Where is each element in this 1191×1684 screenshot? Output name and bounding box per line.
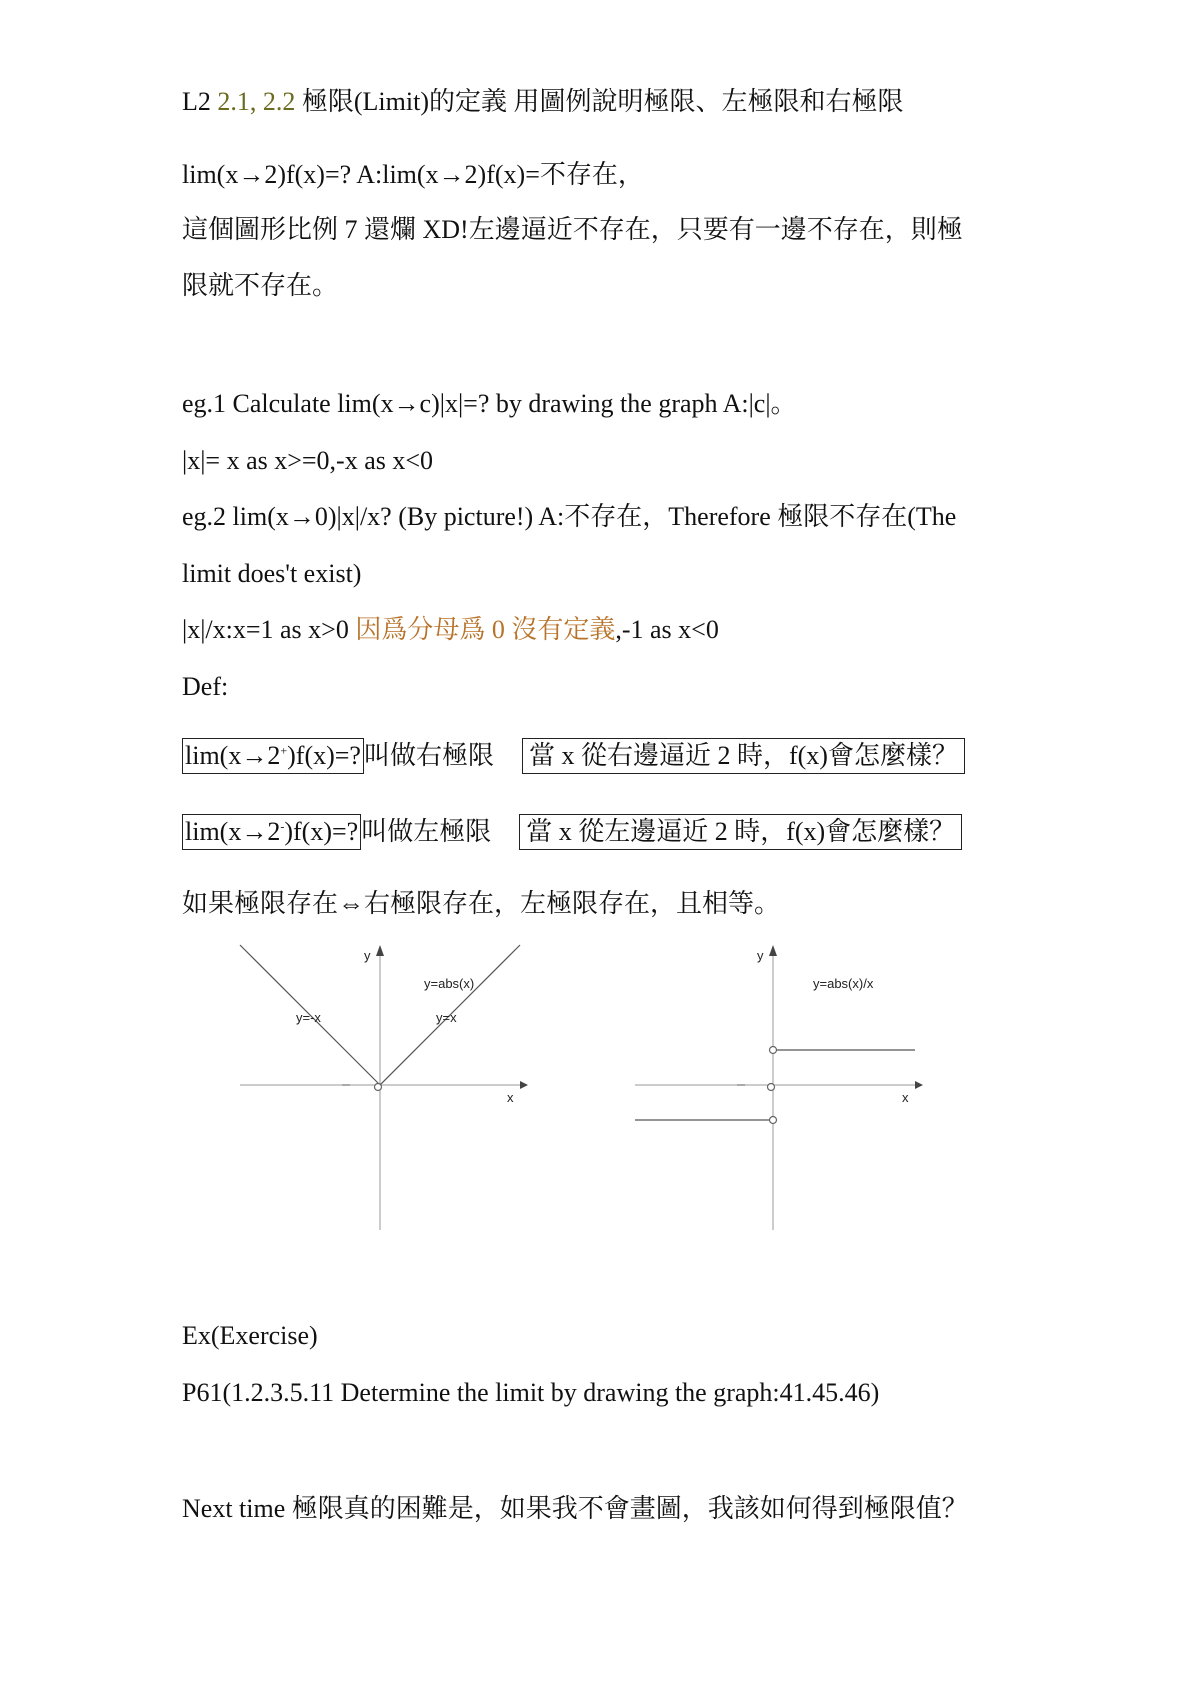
abs-graph-right-branch-label: y=x (436, 1010, 457, 1025)
right-limit-definition (182, 738, 965, 774)
sign-graph-y-arrow (769, 945, 777, 956)
abs-graph-x-label: x (507, 1090, 514, 1105)
abs-graph-title: y=abs(x) (424, 976, 475, 991)
abs-graph (230, 940, 530, 1240)
undefined-note: 因爲分母爲 0 沒有定義 (355, 615, 616, 644)
sign-graph (625, 940, 925, 1240)
lecture-prefix: L2 (182, 87, 211, 116)
left-limit-expr-start: lim(x→2 (185, 817, 281, 846)
next-time-note: Next time 極限真的困難是，如果我不會畫圖，我該如何得到極限值？ (182, 1494, 968, 1523)
sign-graph-x-label: x (902, 1090, 909, 1105)
right-limit-expr-start: lim(x→2 (185, 741, 281, 770)
left-limit-expr-end: )f(x)=? (284, 817, 359, 846)
example-2: eg.2 lim(x→0)|x|/x? (By picture!) A:不存在，Therefore 極限不存在(The (182, 502, 957, 531)
intro-limit-question: lim(x→2)f(x)=? A:lim(x→2)f(x)=不存在， (182, 160, 644, 189)
abs-over-x-definition (182, 614, 719, 646)
left-limit-expression (182, 814, 361, 850)
right-limit-expression (182, 738, 364, 774)
left-limit-sup: - (280, 819, 285, 834)
left-limit-name: 叫做左極限 (361, 817, 492, 846)
abs-graph-left-branch-label: y=-x (296, 1010, 321, 1025)
limit-exists-iff: 如果極限存在⇔右極限存在，左極限存在，且相等。 (182, 889, 781, 918)
lecture-title (182, 86, 903, 118)
lecture-heading: 極限(Limit)的定義 用圖例說明極限、左極限和右極限 (301, 87, 904, 116)
abs-graph-y-label: y (364, 948, 371, 963)
right-limit-expr-end: )f(x)=? (287, 741, 361, 770)
right-limit-name: 叫做右極限 (363, 741, 494, 770)
abs-graph-y-arrow (376, 945, 384, 956)
left-limit-question: 當 x 從左邊逼近 2 時，f(x)會怎麼樣？ (519, 814, 962, 850)
section-numbers: 2.1, 2.2 (217, 87, 296, 116)
intro-comment: 這個圖形比例 7 還爛 XD!左邊逼近不存在，只要有一邊不存在，則極 (182, 215, 963, 244)
sign-graph-open-point-origin (768, 1084, 775, 1091)
definition-label: Def: (182, 672, 229, 701)
abs-definition: |x|= x as x>=0,-x as x<0 (182, 446, 434, 475)
exercise-label: Ex(Exercise) (182, 1321, 318, 1350)
right-limit-question: 當 x 從右邊逼近 2 時，f(x)會怎麼樣？ (522, 738, 965, 774)
sign-graph-x-arrow (915, 1081, 923, 1089)
sign-graph-open-point-top (770, 1047, 777, 1054)
intro-comment-cont: 限就不存在。 (182, 271, 339, 300)
abs-over-x-end: ,-1 as x<0 (615, 615, 719, 644)
sign-graph-y-label: y (757, 948, 764, 963)
sign-graph-title: y=abs(x)/x (813, 976, 874, 991)
right-limit-sup: + (280, 743, 288, 758)
abs-over-x-start: |x|/x:x=1 as x>0 (182, 615, 356, 644)
abs-graph-origin-point (375, 1084, 382, 1091)
abs-graph-x-arrow (520, 1081, 528, 1089)
sign-graph-open-point-bottom (770, 1117, 777, 1124)
example-1: eg.1 Calculate lim(x→c)|x|=? by drawing the graph A:|c|。 (182, 389, 797, 418)
exercise-detail: P61(1.2.3.5.11 Determine the limit by drawing the graph:41.45.46) (182, 1378, 880, 1407)
example-2-cont: limit does't exist) (182, 559, 362, 588)
left-limit-definition (182, 814, 962, 850)
